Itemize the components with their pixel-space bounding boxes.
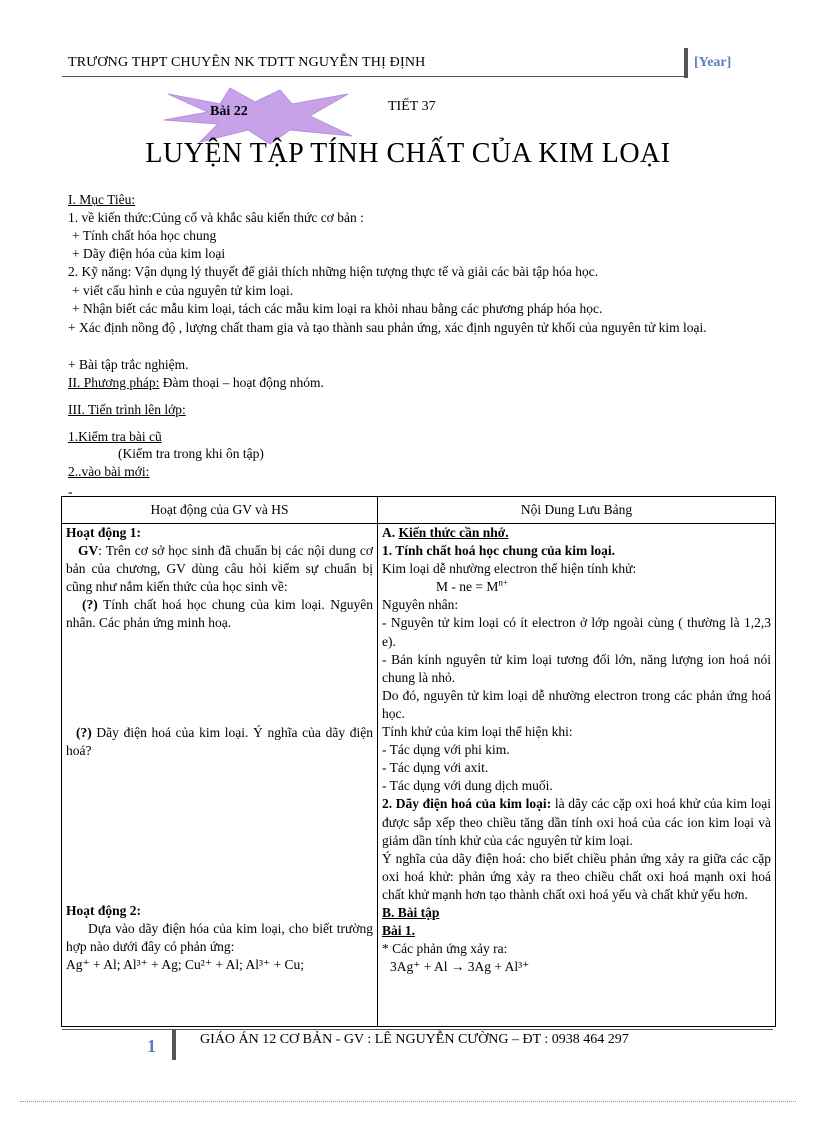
objective-line: + viết cấu hình e của nguyên tử kim loại. (72, 283, 294, 298)
section-2-text: 2. Dãy điện hoá của kim loại: là dãy các cặp oxi hoá khử của kim loại được sắp xếp theo chiều tăng dần tính oxi hoá của các ion kim loại và giảm dần tính khử của các nguyên tử kim loại. (382, 796, 771, 848)
equation-reduction: M - ne = $M^{n+}$ (436, 577, 508, 595)
objective-line: 2. Kỹ năng: Vận dụng lý thuyết để giải thích những hiện tượng thực tế và giải các bài tập hóa học. (68, 264, 599, 279)
method-heading: II. Phương pháp: (68, 375, 160, 390)
content-line: Ý nghĩa của dãy điện hoá: cho biết chiều phản ứng xảy ra giữa các cặp oxi hoá khử: phản ứng xảy ra theo chiều chất oxi hoá mạnh oxi hoá chất khử mạnh hơn tạo thành chất oxi hoá yếu và chất khử yếu hơn. (382, 850, 771, 902)
content-line: - Tác dụng với axit. (382, 760, 489, 776)
content-line: Nguyên nhân: (382, 597, 459, 613)
objective-line: + Dãy điện hóa của kim loại (72, 246, 226, 261)
question-2: (?) Dãy điện hoá của kim loại. Ý nghĩa của dãy điện hoá? (66, 724, 373, 758)
footer-rule (62, 1029, 773, 1030)
objective-line: + Xác định nồng độ , lượng chất tham gia và tạo thành sau phản ứng, xác định nguyên tử khối của nguyên tử kim loại. (68, 320, 707, 335)
header-divider (684, 48, 688, 78)
exercise-1-heading: Bài 1. (382, 923, 416, 939)
table-header-row (62, 497, 776, 524)
lesson-table (61, 496, 776, 1027)
content-line: Tính khử của kim loại thể hiện khi: (382, 724, 573, 740)
process-heading: III. Tiến trình lên lớp: (68, 402, 186, 417)
content-line: - Tác dụng với phi kim. (382, 742, 510, 758)
period-label: TIẾT 37 (388, 99, 436, 114)
page-number: 1 (147, 1036, 156, 1056)
header-rule (62, 76, 684, 77)
content-line: Do đó, nguyên tử kim loại dễ nhường electron trong các phản ứng hoá học. (382, 687, 771, 721)
check-text: (Kiểm tra trong khi ôn tập) (118, 446, 264, 461)
activity-2-heading: Hoạt động 2: (66, 902, 142, 918)
footer-text: GIÁO ÁN 12 CƠ BẢN - GV : LÊ NGUYỄN CƯỜNG – ĐT : 0938 464 297 (200, 1032, 629, 1047)
activity-1-text: GV: Trên cơ sở học sinh đã chuẩn bị các nội dung cơ bản của chương, GV dùng câu hỏi kiểm sự chuẩn bị cũng như nắm kiến thức của học sinh về: (66, 543, 373, 595)
objective-line: + Tính chất hóa học chung (72, 228, 217, 243)
activity-2-text: Dựa vào dãy điện hóa của kim loại, cho biết trường hợp nào dưới đây có phản ứng: (66, 920, 373, 954)
content-line: - Bán kính nguyên tử kim loại tương đối lớn, năng lượng ion hoá nói chung là nhỏ. (382, 651, 771, 685)
section-1-heading: 1. Tính chất hoá học chung của kim loại. (382, 543, 616, 559)
col-header-content: Nội Dung Lưu Bảng (378, 497, 776, 524)
activities-cell (62, 524, 378, 1027)
col-header-activities: Hoạt động của GV và HS (62, 497, 378, 524)
lesson-label: Bài 22 (210, 104, 248, 119)
new-lesson-heading: 2..vào bài mới: (68, 464, 150, 479)
table-row (62, 524, 776, 1027)
objectives-heading: I. Mục Tiêu: (68, 192, 136, 207)
footer-divider (172, 1030, 176, 1060)
page-title: LUYỆN TẬP TÍNH CHẤT CỦA KIM LOẠI (145, 138, 671, 169)
method-line (68, 374, 324, 391)
content-line: - Tác dụng với dung dịch muối. (382, 778, 553, 794)
section-a-heading: A. Kiến thức cần nhớ. (382, 525, 509, 540)
content-cell (378, 524, 776, 1027)
year-field: [Year] (694, 55, 732, 70)
school-name: TRƯƠNG THPT CHUYÊN NK TDTT NGUYỄN THỊ ĐỊNH (68, 55, 426, 70)
content-line: * Các phản ứng xảy ra: (382, 941, 508, 957)
objective-line: 1. về kiến thức:Củng cố và khắc sâu kiến thức cơ bản : (68, 210, 364, 225)
activity-1-heading: Hoạt động 1: (66, 525, 142, 540)
check-heading: 1.Kiểm tra bài cũ (68, 429, 162, 444)
question-1: (?) Tính chất hoá học chung của kim loại. Nguyên nhân. Các phản ứng minh hoạ. (66, 597, 373, 631)
objective-line: + Bài tập trắc nghiệm. (68, 357, 189, 372)
lesson-star-shape (160, 86, 360, 146)
page-bottom-rule (20, 1101, 796, 1102)
exercise-1-equation: 3Ag⁺ + Al → 3Ag + Al³⁺ (390, 959, 530, 975)
dash-marker: - (68, 484, 73, 499)
activity-2-equation: Ag⁺ + Al; Al³⁺ + Ag; Cu²⁺ + Al; Al³⁺ + Cu; (66, 957, 305, 973)
content-line: - Nguyên tử kim loại có ít electron ở lớp ngoài cùng ( thường là 1,2,3 e). (382, 615, 771, 649)
method-text: Đàm thoại – hoạt động nhóm. (159, 375, 324, 390)
objective-line: + Nhận biết các mẫu kim loại, tách các mẫu kim loại ra khỏi nhau bằng các phương pháp hóa học. (72, 301, 603, 316)
content-line: Kim loại dễ nhường electron thể hiện tính khử: (382, 561, 637, 577)
section-b-heading: B. Bài tập (382, 904, 440, 920)
